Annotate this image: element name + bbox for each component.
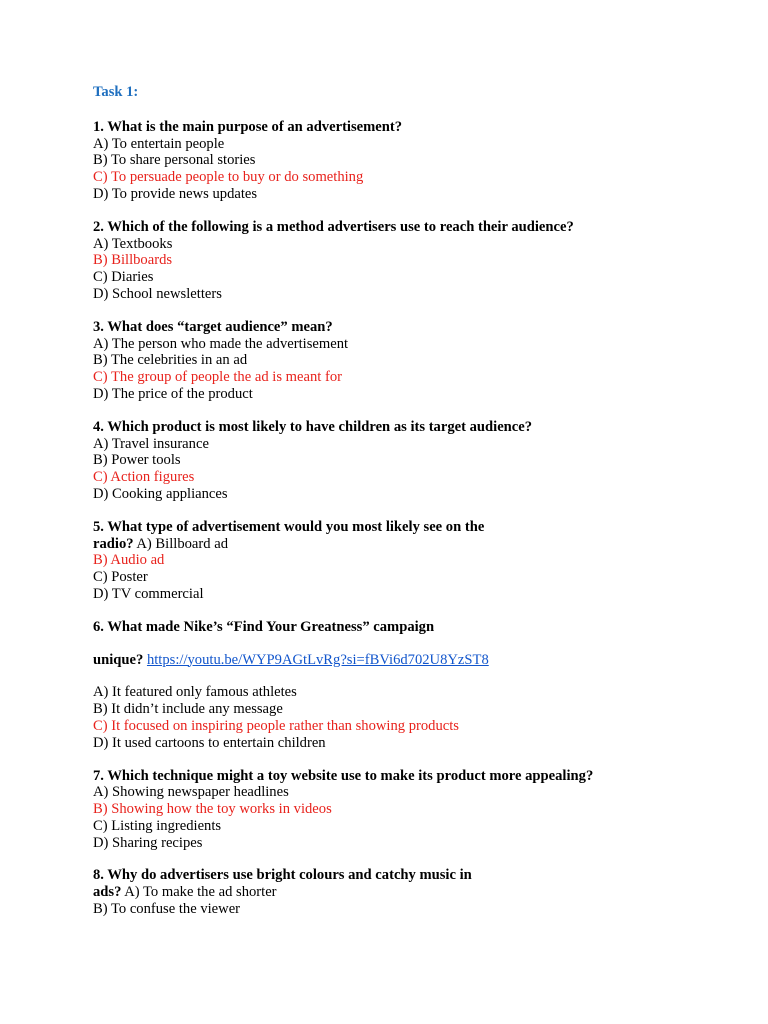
option-a: A) Travel insurance: [93, 435, 209, 452]
question-text-line1: 6. What made Nike’s “Find Your Greatness” campaign: [93, 618, 435, 635]
option-b: B) It didn’t include any message: [93, 701, 283, 718]
option-c-correct: C) To persuade people to buy or do something: [93, 169, 364, 186]
question-text-line2: [93, 652, 733, 669]
question-8: [93, 867, 733, 917]
question-text-end: radio?: [93, 535, 134, 552]
option-d: D) It used cartoons to entertain children: [93, 734, 326, 751]
option-b-correct: B) Billboards: [93, 252, 173, 269]
option-a: A) Showing newspaper headlines: [93, 784, 289, 801]
option-c-correct: C) The group of people the ad is meant for: [93, 369, 342, 386]
question-text: 4. Which product is most likely to have children as its target audience?: [93, 418, 533, 435]
question-5: [93, 519, 733, 603]
option-c: C) Poster: [93, 569, 148, 586]
question-text-end: ads?: [93, 884, 122, 901]
option-c-correct: C) Action figures: [93, 469, 195, 486]
question-text: 7. Which technique might a toy website use to make its product more appealing?: [93, 767, 594, 784]
option-d: D) School newsletters: [93, 285, 222, 302]
option-b: B) Power tools: [93, 452, 181, 469]
option-a: A) The person who made the advertisement: [93, 335, 349, 352]
option-b: B) The celebrities in an ad: [93, 352, 248, 369]
question-6: [93, 619, 733, 752]
question-text-end: unique?: [93, 651, 144, 668]
option-a: A) Textbooks: [93, 235, 173, 252]
document-page: [93, 84, 733, 934]
question-text-line2: [93, 536, 733, 553]
option-d: D) Cooking appliances: [93, 485, 228, 502]
question-3: [93, 319, 733, 403]
question-text-line1: 5. What type of advertisement would you most likely see on the: [93, 518, 485, 535]
task-title: Task 1:: [93, 84, 139, 100]
option-a: A) To make the ad shorter: [121, 884, 277, 901]
question-text: 2. Which of the following is a method advertisers use to reach their audience?: [93, 218, 574, 235]
question-4: [93, 419, 733, 503]
option-d: D) Sharing recipes: [93, 834, 203, 851]
youtube-link[interactable]: https://youtu.be/WYP9AGtLvRg?si=fBVi6d702U8YzST8: [146, 651, 489, 668]
option-d: D) The price of the product: [93, 385, 253, 402]
option-b: B) To confuse the viewer: [93, 901, 241, 918]
option-a: A) To entertain people: [93, 135, 225, 152]
option-b: B) To share personal stories: [93, 152, 256, 169]
question-7: [93, 768, 733, 852]
option-c: C) Diaries: [93, 269, 154, 286]
question-text-line1: 8. Why do advertisers use bright colours and catchy music in: [93, 867, 472, 884]
option-a: A) Billboard ad: [133, 535, 228, 552]
option-b-correct: B) Showing how the toy works in videos: [93, 801, 332, 818]
option-b-correct: B) Audio ad: [93, 552, 165, 569]
option-c-correct: C) It focused on inspiring people rather than showing products: [93, 717, 459, 734]
question-1: [93, 119, 733, 203]
option-c: C) Listing ingredients: [93, 817, 222, 834]
option-a: A) It featured only famous athletes: [93, 684, 297, 701]
question-text-line2: [93, 884, 733, 901]
question-text: 1. What is the main purpose of an advertisement?: [93, 118, 403, 135]
option-d: D) TV commercial: [93, 585, 204, 602]
question-text: 3. What does “target audience” mean?: [93, 318, 333, 335]
question-2: [93, 219, 733, 303]
option-d: D) To provide news updates: [93, 185, 258, 202]
